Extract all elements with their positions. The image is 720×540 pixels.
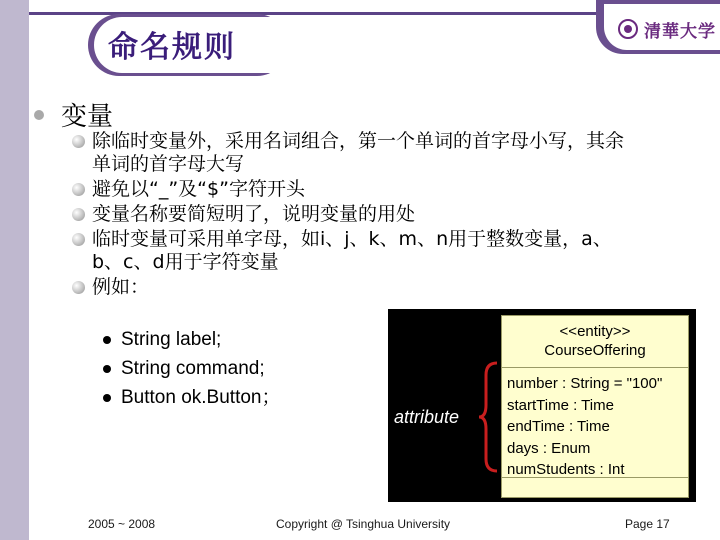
bullet-icon bbox=[34, 110, 44, 120]
uml-class-header bbox=[502, 316, 688, 368]
uml-attribute: endTime : Time bbox=[507, 418, 610, 435]
logo-emblem-icon bbox=[618, 19, 638, 39]
level1-text: 变量 bbox=[61, 102, 114, 132]
uml-class-box bbox=[501, 315, 689, 498]
bullet-icon bbox=[72, 281, 85, 294]
list-item bbox=[72, 178, 632, 201]
list-item bbox=[72, 276, 632, 299]
uml-class-name: CourseOffering bbox=[544, 342, 646, 359]
university-logo bbox=[618, 14, 716, 44]
list-item bbox=[72, 130, 632, 176]
code-line bbox=[103, 354, 281, 383]
level1-item bbox=[34, 96, 113, 133]
bullet-text: 避免以“_”及“$”字符开头 bbox=[92, 178, 305, 200]
code-line bbox=[103, 325, 281, 354]
code-text: Button ok.Button； bbox=[121, 387, 281, 408]
code-examples bbox=[103, 325, 281, 412]
bullet-icon bbox=[103, 336, 111, 344]
footer-years: 2005 ~ 2008 bbox=[88, 517, 156, 531]
bullet-text: 变量名称要简短明了，说明变量的用处 bbox=[92, 203, 416, 225]
attribute-label: attribute bbox=[394, 407, 460, 427]
list-item bbox=[72, 228, 632, 274]
bullet-icon bbox=[72, 208, 85, 221]
uml-attributes bbox=[502, 368, 688, 478]
bullet-text: 例如： bbox=[92, 276, 150, 298]
page-number: Page 17 bbox=[625, 517, 670, 531]
uml-attribute: startTime : Time bbox=[507, 396, 614, 414]
bullet-icon bbox=[72, 233, 85, 246]
code-text: String label; bbox=[121, 329, 222, 350]
uml-attribute: days : Enum bbox=[507, 439, 591, 457]
bullet-icon bbox=[72, 183, 85, 196]
uml-stereotype: <<entity>> bbox=[559, 323, 631, 340]
bullet-icon bbox=[72, 135, 85, 148]
uml-class-figure bbox=[388, 309, 696, 502]
bullet-text: 临时变量可采用单字母，如i、j、k、m、n用于整数变量，a、b、c、d用于字符变量 bbox=[92, 228, 612, 273]
list-item bbox=[72, 203, 632, 226]
bullet-icon bbox=[103, 365, 111, 373]
bullet-icon bbox=[103, 394, 111, 402]
footer-copyright: Copyright @ Tsinghua University bbox=[276, 517, 451, 531]
code-line bbox=[103, 383, 281, 412]
slide-title: 命名规则 bbox=[108, 30, 236, 65]
left-decor-bar bbox=[0, 0, 29, 540]
uml-attribute: numStudents : Int bbox=[507, 461, 625, 478]
uml-attribute: number : String = "100" bbox=[507, 375, 663, 392]
logo-text: 清華大学 bbox=[644, 21, 716, 42]
code-text: String command; bbox=[121, 358, 265, 379]
bullet-list bbox=[72, 130, 632, 301]
bullet-text: 除临时变量外，采用名词组合，第一个单词的首字母小写，其余单词的首字母大写 bbox=[92, 130, 625, 175]
brace-icon bbox=[478, 361, 500, 473]
